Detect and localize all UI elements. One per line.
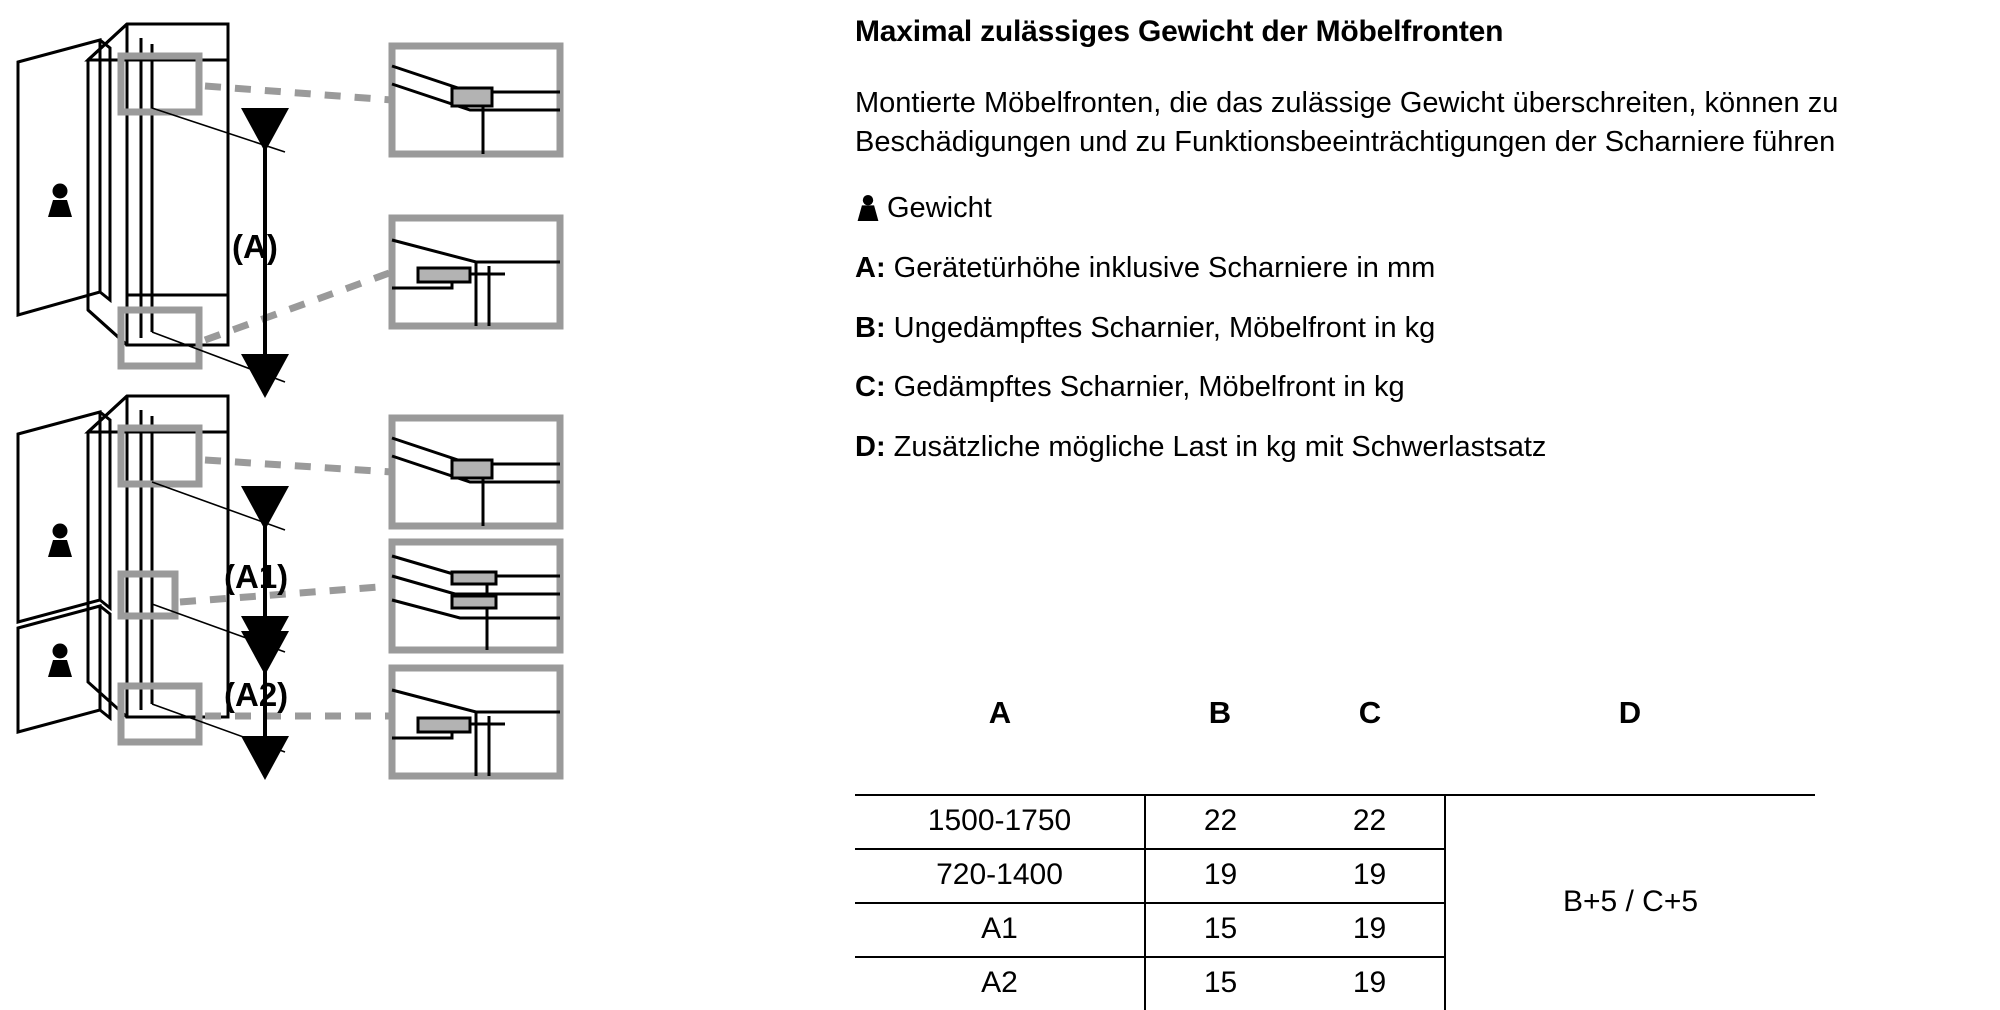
legend-key: A: [855,251,886,284]
legend-item-d [855,429,1975,467]
page-title: Maximal zulässiges Gewicht der Möbelfronten [855,15,1504,48]
detail-view-bottom-2 [392,668,560,776]
intro-paragraph: Montierte Möbelfronten, die das zulässige Gewicht überschreiten, können zu Beschädigungen und zu Funktionsbeeinträchtigungen der Scharniere führen [855,87,1839,158]
detail-highlight-top [121,428,199,484]
detail-view-top-2 [392,418,560,526]
detail-highlight-bottom [121,686,199,742]
weight-icon [48,184,72,218]
legend-item-b [855,310,1975,348]
table-header-d: D [1618,695,1642,730]
figure-double-door [18,396,560,776]
legend-key: B: [855,311,886,344]
weight-icon [855,193,881,223]
table-row [855,795,1815,849]
cell-a: 1500-1750 [855,795,1145,849]
legend-item-label: Gedämpftes Scharnier, Möbelfront in kg [893,371,1405,404]
label-a1: (A1) [224,558,289,595]
weight-icon [48,644,72,678]
legend-item-a [855,250,1975,288]
legend-list [855,190,1975,466]
legend-item-c [855,369,1975,407]
cell-c: 19 [1295,849,1445,903]
appliance-illustrations [0,0,830,1000]
detail-view-top [392,46,560,154]
cell-c: 19 [1295,903,1445,957]
detail-highlight-bottom [121,310,199,366]
table-header-c: C [1358,695,1382,730]
legend-item-label: Ungedämpftes Scharnier, Möbelfront in kg [893,311,1436,344]
illustration-svg [0,0,830,1000]
leader-line [205,272,392,340]
cell-b: 22 [1145,795,1295,849]
legend-item-label: Gerätetürhöhe inklusive Scharniere in mm [893,251,1436,284]
cell-b: 19 [1145,849,1295,903]
label-a2: (A2) [224,676,289,713]
cell-d: B+5 / C+5 [1562,885,1699,918]
cell-c: 19 [1295,957,1445,1010]
label-a: (A) [232,228,278,265]
detail-view-bottom [392,218,560,326]
legend-key: D: [855,430,886,463]
spec-table [855,688,1815,1010]
cell-b: 15 [1145,903,1295,957]
table-header-rule [855,742,1815,795]
detail-view-middle [392,542,560,650]
weight-icon [48,524,72,558]
table-header-row [855,688,1815,742]
cell-b: 15 [1203,966,1238,999]
figure-single-door [18,24,560,382]
legend-key: C: [855,371,886,404]
cell-a: A1 [855,903,1145,957]
table-header-b: B [1208,695,1232,730]
cell-a: 720-1400 [855,849,1145,903]
spec-table-wrapper [855,688,1855,1010]
detail-highlight-top [121,56,199,112]
table-header-a: A [988,695,1012,730]
leader-line [205,86,392,100]
leader-line [205,460,392,472]
legend-item-label: Gewicht [887,192,992,225]
legend-item-weight [855,190,1975,228]
cell-c: 22 [1295,795,1445,849]
cell-a: A2 [855,957,1145,1010]
legend-item-label: Zusätzliche mögliche Last in kg mit Schwerlastsatz [893,430,1547,463]
